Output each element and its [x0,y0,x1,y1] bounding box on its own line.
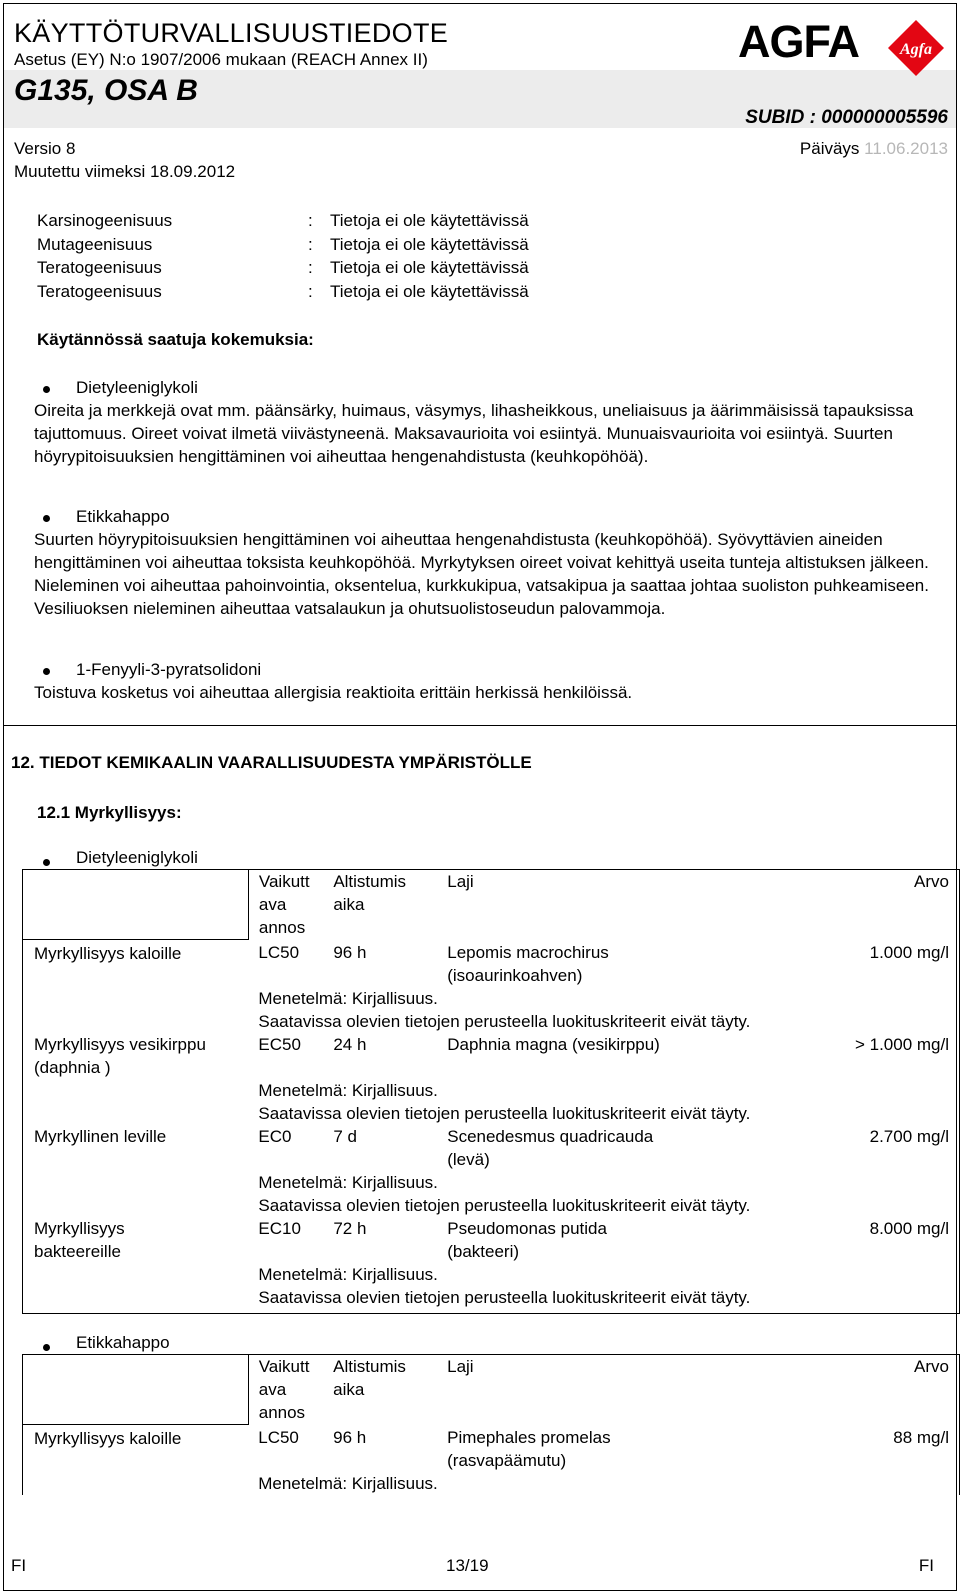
experience-text: Oireita ja merkkejä ovat mm. päänsärky, huimaus, väsymys, lihasheikkous, uneliaisuus ja äärimmäisissä tapauksissa tajuttomuus. Oireet voivat ilmetä viivästyneenä. Maksavaurioita voi esiintyä. Munuaisvaurioita voi esiintyä. Suurten höyrypitoisuuksien hengittäminen voi aiheuttaa hengenahdistusta (keuhkopöhöä). [34,401,914,466]
species-cell: Daphnia magna (vesikirppu) [447,1035,660,1054]
tox-property-row [37,209,837,232]
table-row [23,1424,960,1472]
time-cell: 72 h [333,1219,367,1238]
method-row [23,1171,960,1194]
time-cell: 24 h [333,1035,367,1054]
note-cell: Saatavissa olevien tietojen perusteella luokituskriteerit eivät täyty. [258,1196,751,1215]
method-cell: Menetelmä: Kirjallisuus. [258,1265,438,1284]
table-row [23,1217,960,1263]
subid: SUBID : 000000005596 [745,107,948,128]
table-row [23,939,960,987]
logo-badge-text: Agfa [900,41,932,58]
section-12-title: 12. TIEDOT KEMIKAALIN VAARALLISUUDESTA YMPÄRISTÖLLE [11,753,532,772]
ecotox-table-etikkahappo [22,1354,960,1495]
experience-text: Suurten höyrypitoisuuksien hengittäminen voi aiheuttaa hengenahdistusta (keuhkopöhöä). Syövyttävien aineiden hengittäminen voi aiheuttaa toksista keuhkopöhöä. Myrkytyksen oireet voivat kehittyä useita tunteja altistuksen jälkeen. Nieleminen voi aiheuttaa pahoinvointia, oksentelua, kurkkukipua, vatsakipua ja saattaa johtaa suoliston puhkeamiseen. Vesiliuoksen nieleminen aiheuttaa vatsalaukun ja ohutsuolistoseudun palovammoja. [34,530,929,618]
header-blank-cell [23,870,249,940]
product-name: G135, OSA B [14,74,198,107]
tox-property-row [37,280,837,303]
property-colon: : [308,211,313,230]
dose-cell: LC50 [258,1428,299,1447]
time-cell: 7 d [333,1127,357,1146]
date-label: Päiväys [799,139,860,158]
document-title: KÄYTTÖTURVALLISUUSTIEDOTE [14,18,449,48]
property-value: Tietoja ei ole käytettävissä [330,211,529,230]
table-row [23,1033,960,1079]
value-cell: 88 mg/l [893,1428,949,1447]
version: Versio 8 [14,139,76,158]
endpoint-cell: Myrkyllisyys kaloille [34,1428,182,1448]
endpoint-cell: Myrkyllisyys kaloille [34,943,182,963]
property-colon: : [308,258,313,277]
value-cell: 8.000 mg/l [869,1219,949,1238]
value-cell: > 1.000 mg/l [854,1035,949,1054]
note-row [23,1286,960,1314]
species-cell: Pseudomonas putida (bakteeri) [447,1219,607,1261]
method-row [23,987,960,1010]
value-cell: 2.700 mg/l [869,1127,949,1146]
dose-cell: LC50 [258,943,300,962]
property-colon: : [308,235,313,254]
ecotox-table-dietyleeniglykoli [22,869,960,1314]
experience-heading: Käytännössä saatuja kokemuksia: [37,330,314,349]
property-colon: : [308,282,313,301]
table-header-row [23,870,960,940]
note-row [23,1010,960,1033]
substance-name: 1-Fenyyli-3-pyratsolidoni [76,660,262,679]
substance-name: Etikkahappo [76,507,170,526]
value-cell: 1.000 mg/l [869,943,949,962]
method-row [23,1472,960,1495]
property-label: Mutageenisuus [37,235,153,254]
substance-name: Etikkahappo [76,1333,170,1352]
note-cell: Saatavissa olevien tietojen perusteella luokituskriteerit eivät täyty. [258,1104,751,1123]
property-label: Teratogeenisuus [37,258,162,277]
property-value: Tietoja ei ole käytettävissä [330,235,529,254]
note-row [23,1194,960,1217]
method-row [23,1079,960,1102]
note-cell: Saatavissa olevien tietojen perusteella luokituskriteerit eivät täyty. [258,1012,751,1031]
method-row [23,1263,960,1286]
time-cell: 96 h [333,1428,367,1447]
dose-cell: EC0 [258,1127,292,1146]
footer-language-right: FI [918,1556,934,1575]
col-header-time: Altistumis aika [333,872,407,914]
header-blank-cell [23,1355,249,1425]
issue-date [800,137,948,160]
bullet-icon [43,386,50,393]
col-header-time: Altistumis aika [333,1357,406,1399]
substance-name: Dietyleeniglykoli [76,848,198,867]
property-value: Tietoja ei ole käytettävissä [330,258,529,277]
method-cell: Menetelmä: Kirjallisuus. [258,989,438,1008]
section-divider [4,725,956,726]
property-label: Karsinogeenisuus [37,211,173,230]
section-12-1-subtitle: 12.1 Myrkyllisyys: [37,803,182,822]
footer-page-number: 13/19 [446,1556,489,1575]
endpoint-cell: Myrkyllinen leville [34,1127,167,1146]
col-header-species: Laji [447,872,474,891]
table-row [23,1125,960,1171]
last-modified: Muutettu viimeksi 18.09.2012 [14,162,236,181]
method-cell: Menetelmä: Kirjallisuus. [258,1081,438,1100]
species-cell: Pimephales promelas (rasvapäämutu) [447,1428,611,1470]
dose-cell: EC50 [258,1035,301,1054]
logo-wordmark: AGFA [738,16,860,67]
bullet-icon [43,859,50,866]
endpoint-cell: Myrkyllisyys vesikirppu (daphnia ) [34,1035,206,1077]
bullet-icon [43,668,50,675]
time-cell: 96 h [333,943,367,962]
col-header-species: Laji [447,1357,474,1376]
col-header-dose: Vaikutt ava annos [258,1357,310,1422]
date-value: 11.06.2013 [864,139,948,158]
col-header-dose: Vaikutt ava annos [258,872,310,937]
col-header-value: Arvo [914,872,949,891]
col-header-value: Arvo [914,1357,949,1376]
note-row [23,1102,960,1125]
footer-language-left: FI [11,1556,27,1575]
endpoint-cell: Myrkyllisyys bakteereille [34,1219,125,1261]
property-value: Tietoja ei ole käytettävissä [330,282,529,301]
table-header-row [23,1355,960,1425]
regulation-subtitle: Asetus (EY) N:o 1907/2006 mukaan (REACH Annex II) [14,50,428,69]
experience-text: Toistuva kosketus voi aiheuttaa allergisia reaktioita erittäin herkissä henkilöissä. [34,683,633,702]
property-label: Teratogeenisuus [37,282,162,301]
tox-property-row [37,256,837,279]
bullet-icon [43,515,50,522]
tox-property-row [37,233,837,256]
species-cell: Lepomis macrochirus (isoaurinkoahven) [447,943,609,985]
substance-name: Dietyleeniglykoli [76,378,198,397]
note-cell: Saatavissa olevien tietojen perusteella luokituskriteerit eivät täyty. [258,1288,751,1307]
bullet-icon [43,1344,50,1351]
logo-diamond-icon [887,19,945,77]
method-cell: Menetelmä: Kirjallisuus. [258,1173,438,1192]
method-cell: Menetelmä: Kirjallisuus. [258,1474,438,1493]
species-cell: Scenedesmus quadricauda (levä) [447,1127,654,1169]
dose-cell: EC10 [258,1219,301,1238]
agfa-logo [738,14,950,78]
